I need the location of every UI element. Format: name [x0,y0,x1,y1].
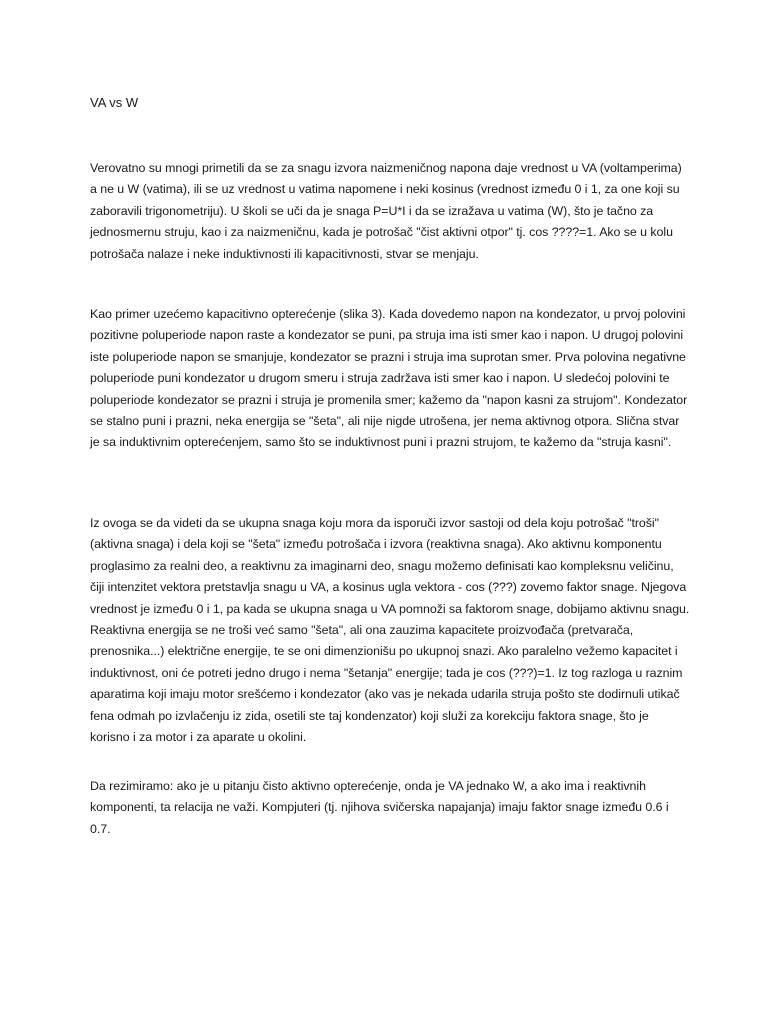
paragraph-summary: Da rezimiramo: ako je u pitanju čisto aktivno opterećenje, onda je VA jednako W, a ako ima i reaktivnih komponenti, ta relacija ne važi. Kompjuteri (tj. njihova svičerska napajanja) imaju faktor snage između 0.6 i 0.7. [90,779,669,836]
paragraph-capacitive-example: Kao primer uzećemo kapacitivno opterećenje (slika 3). Kada dovedemo napon na kondezator, u prvoj polovini pozitivne poluperiode napon raste a kondezator se puni, pa struja ima isti smer kao i napon. U drugoj polovini iste poluperiode napon se smanjuje, kondezator se prazni i struja ima suprotan smer. Prva polovina negativne poluperiode puni kondezator u drugom smeru i struja zadržava isti smer kao i napon. U sledećoj polovini te poluperiode kondezator se prazni i struja je promenila smer; kažemo da "napon kasni za strujom". Kondezator se stalno puni i prazni, neka energija se "šeta", ali nije nigde utrošena, jer nema aktivnog otpora. Slična stvar je sa induktivnim opterećenjem, samo što se induktivnost puni i prazni strujom, te kažemo da "struja kasni". [90,307,688,450]
document-title: VA vs W [90,95,139,110]
paragraph-intro: Verovatno su mnogi primetili da se za snagu izvora naizmeničnog napona daje vrednost u VA (voltamperima) a ne u W (vatima), ili se uz vrednost u vatima napomene i neki kosinus (vrednost između 0 i 1, za one koji su zaboravili trigonometriju). U školi se uči da je snaga P=U*I i da se izražava u vatima (W), što je tačno za jednosmernu struju, kao i za naizmeničnu, kada je potrošač "čist aktivni otpor" tj. cos ????=1. Ako se u kolu potrošača nalaze i neke induktivnosti ili kapacitivnosti, stvar se menjaju. [90,161,682,261]
paragraph-power-factor: Iz ovoga se da videti da se ukupna snaga koju mora da isporuči izvor sastoji od dela koju potrošač "troši" (aktivna snaga) i dela koji se "šeta" između potrošača i izvora (reaktivna snaga). Ako aktivnu komponentu proglasimo za realni deo, a reaktivnu za imaginarni deo, snagu možemo definisati kao kompleksnu veličinu, čiji intenzitet vektora pretstavlja snagu u VA, a kosinus ugla vektora - cos (???) zovemo faktor snage. Njegova vrednost je između 0 i 1, pa kada se ukupna snaga u VA pomnoži sa faktorom snage, dobijamo aktivnu snagu. Reaktivna energija se ne troši već samo "šeta", ali ona zauzima kapacitete proizvođača (pretvarača, prenosnika...) električne energije, te se oni dimenzionišu po ukupnoj snazi. Ako paralelno vežemo kapacitet i induktivnost, oni će potreti jedno drugo i nema "šetanja" energije; tada je cos (???)=1. Iz tog razloga u raznim aparatima koji imaju motor srešćemo i kondezator (ako vas je nekada udarila struja pošto ste dodirnuli utikač fena odmah po izvlačenju iz zida, osetili ste taj kondenzator) koji služi za korekciju faktora snage, što je korisno i za motor i za aparate u okolini. [90,516,690,745]
